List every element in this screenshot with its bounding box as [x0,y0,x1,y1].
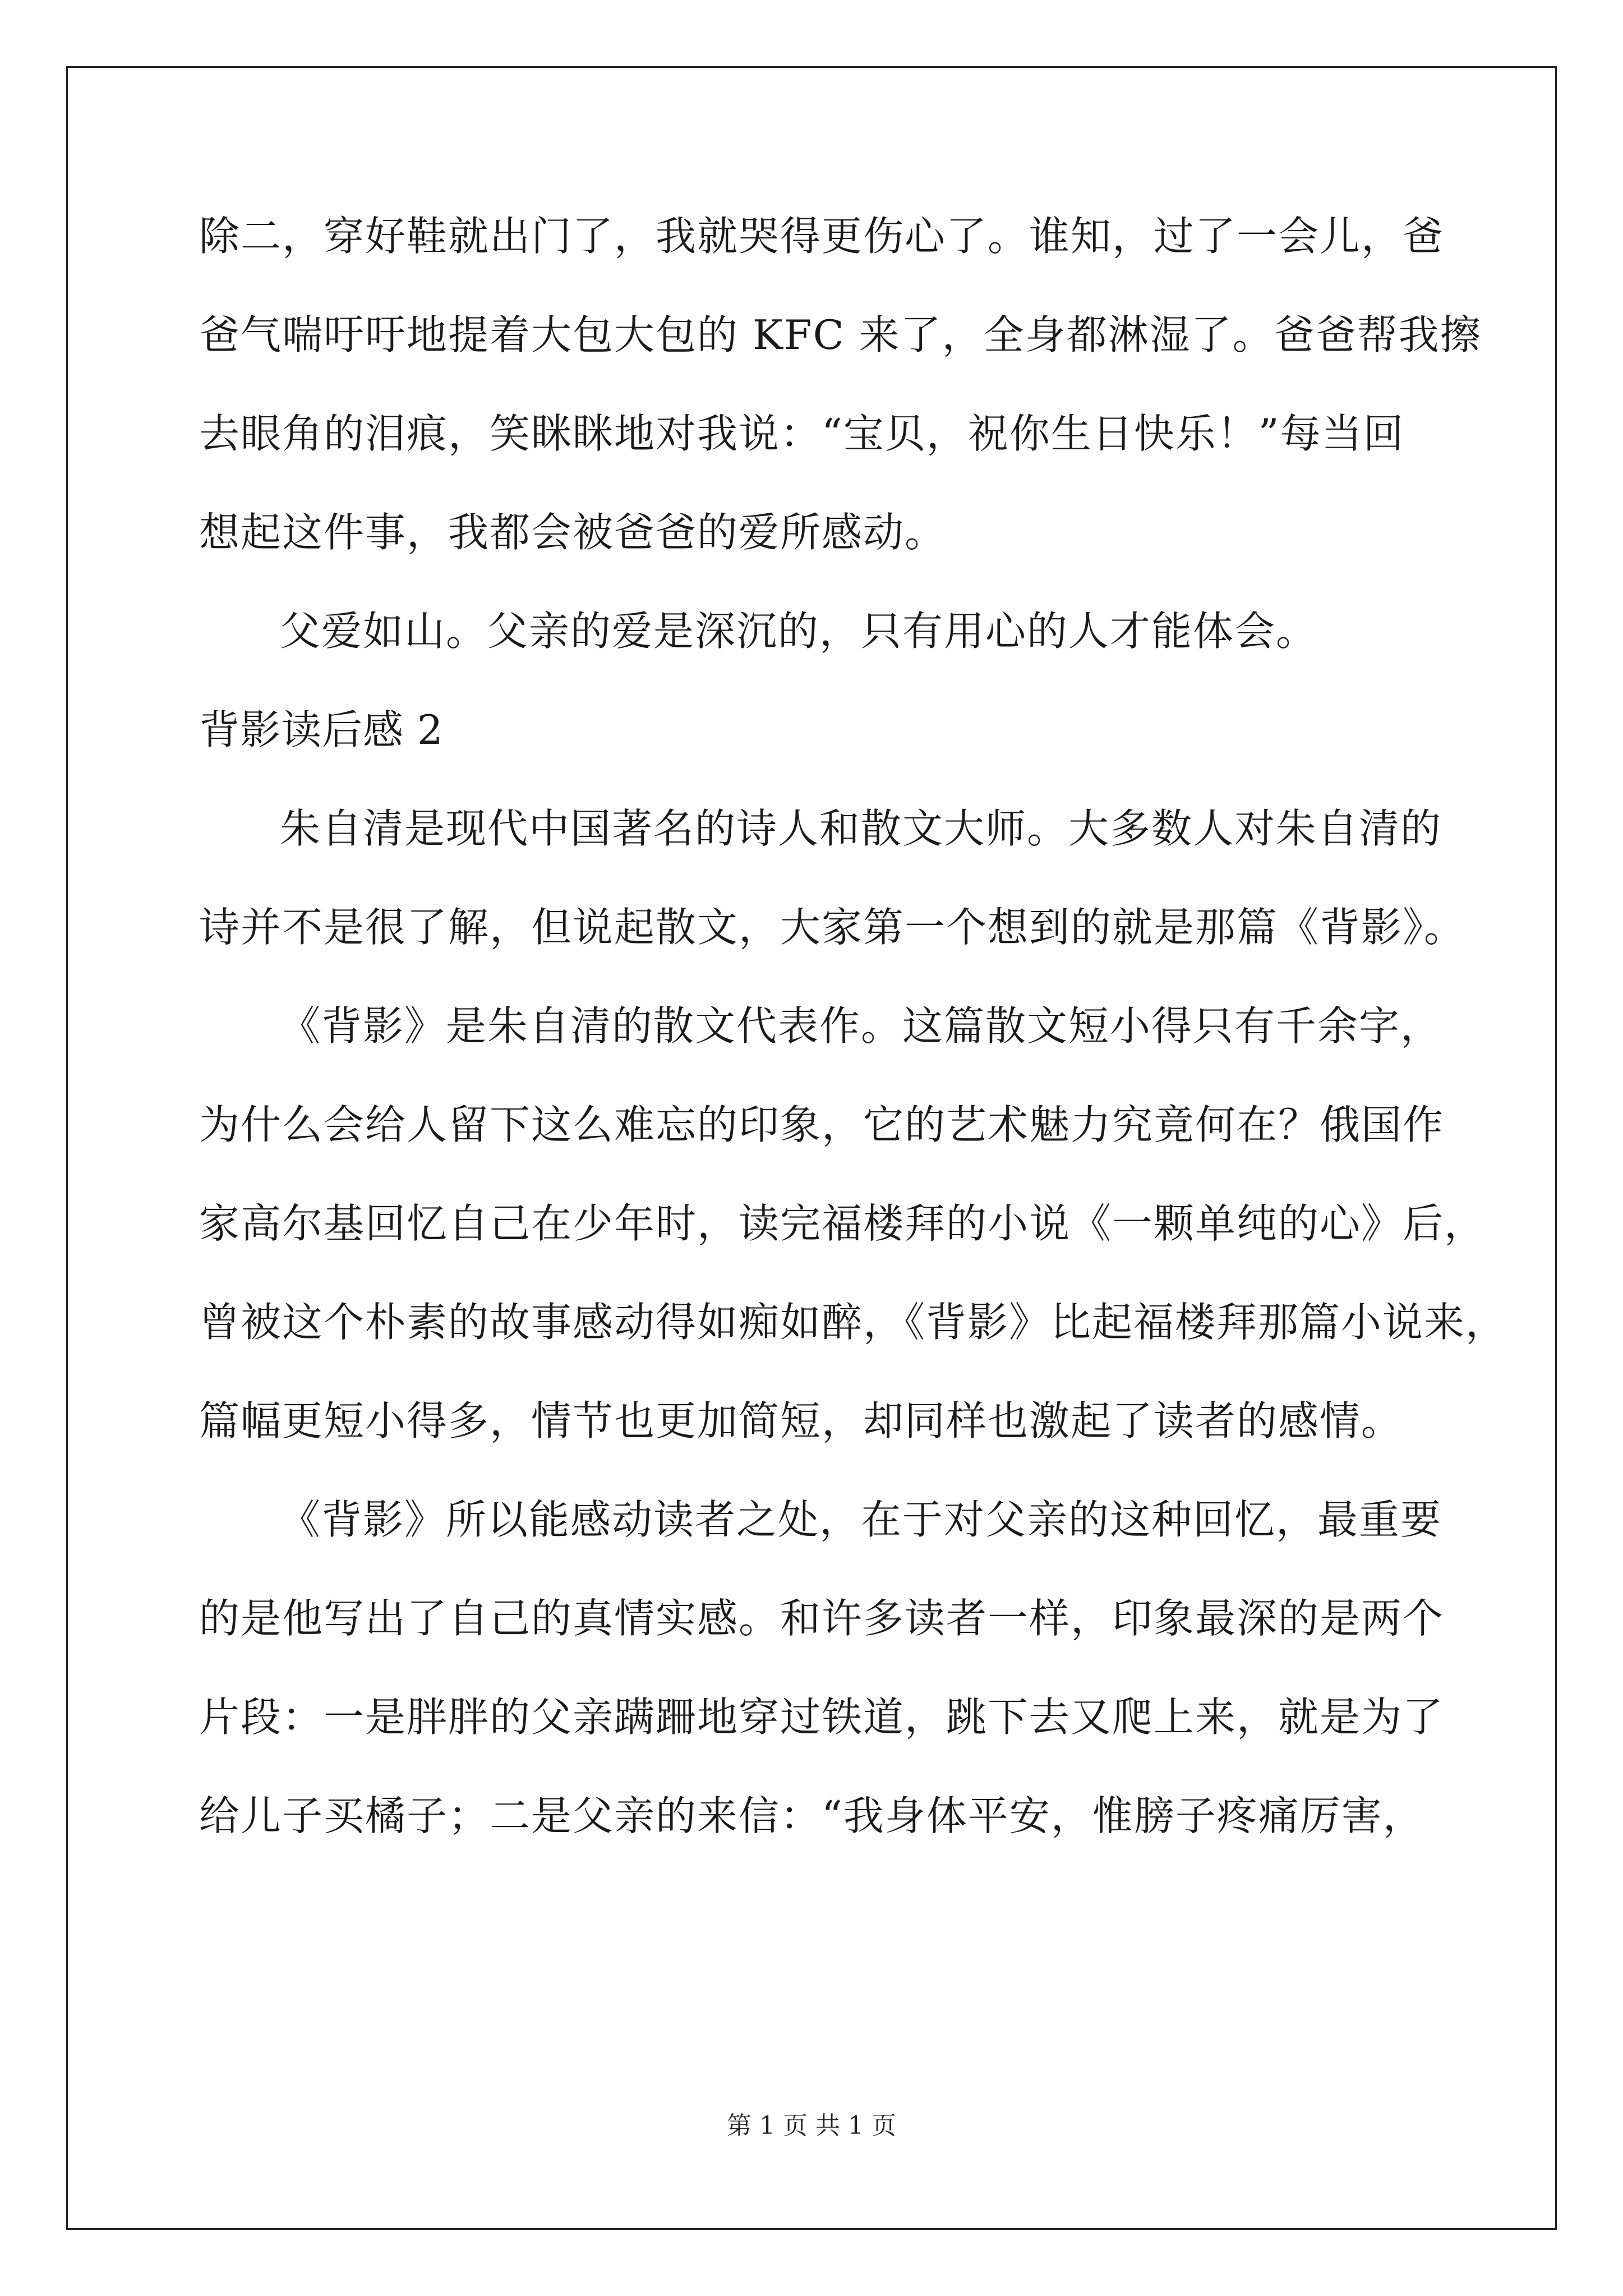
body-line: 《背影》所以能感动读者之处，在于对父亲的这种回忆，最重要 [280,1496,1442,1543]
body-line: 去眼角的泪痕，笑眯眯地对我说：“宝贝，祝你生日快乐！”每当回 [199,410,1405,457]
body-line: 朱自清是现代中国著名的诗人和散文大师。大多数人对朱自清的 [280,805,1442,852]
body-line: 家高尔基回忆自己在少年时，读完福楼拜的小说《一颗单纯的心》后， [199,1200,1486,1247]
body-line: 除二，穿好鞋就出门了，我就哭得更伤心了。谁知，过了一会儿，爸 [199,213,1445,260]
page-footer: 第 1 页 共 1 页 [727,2111,896,2140]
body-line: 爸气喘吁吁地提着大包大包的 KFC 来了，全身都淋湿了。爸爸帮我擦 [199,311,1482,358]
body-line: 的是他写出了自己的真情实感。和许多读者一样，印象最深的是两个 [199,1595,1445,1642]
body-line: 篇幅更短小得多，情节也更加简短，却同样也激起了读者的感情。 [199,1397,1403,1444]
body-line: 诗并不是很了解，但说起散文，大家第一个想到的就是那篇《背影》。 [199,904,1466,951]
body-line: 为什么会给人留下这么难忘的印象，它的艺术魅力究竟何在？俄国作 [199,1101,1445,1148]
body-line: 曾被这个朴素的故事感动得如痴如醉，《背影》比起福楼拜那篇小说来， [199,1299,1507,1346]
body-line: 想起这件事，我都会被爸爸的爱所感动。 [199,509,947,556]
body-line: 《背影》是朱自清的散文代表作。这篇散文短小得只有千余字， [280,1002,1442,1050]
section-heading: 背影读后感 2 [199,706,444,753]
body-line: 片段：一是胖胖的父亲蹒跚地穿过铁道，跳下去又爬上来，就是为了 [199,1694,1445,1741]
body-line: 父爱如山。父亲的爱是深沉的，只有用心的人才能体会。 [280,608,1318,655]
document-body [199,213,1507,1894]
body-line: 给儿子买橘子；二是父亲的来信：“我身体平安，惟膀子疼痛厉害， [199,1792,1424,1839]
